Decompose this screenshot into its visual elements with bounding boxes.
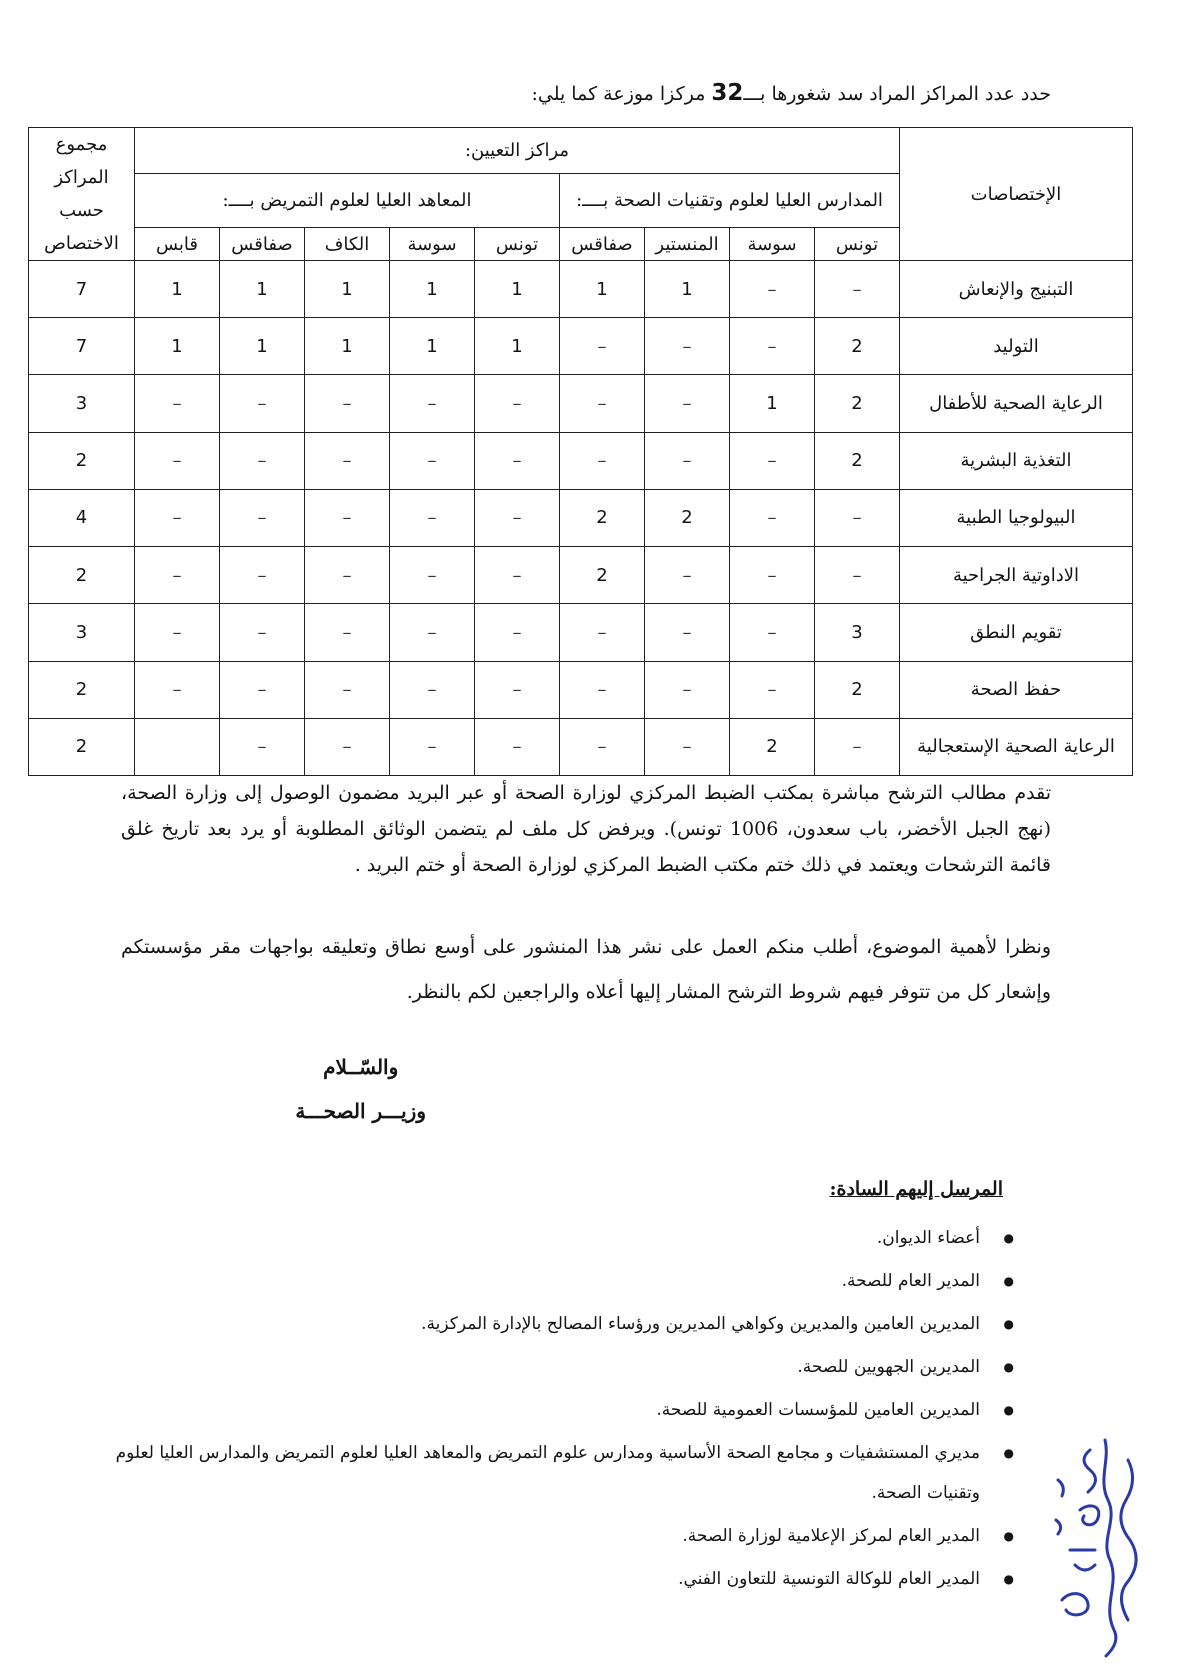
positions-cell: 1 <box>220 261 305 318</box>
positions-cell: 1 <box>135 318 220 375</box>
publication-paragraph: ونظرا لأهمية الموضوع، أطلب منكم العمل على نشر هذا المنشور على أوسع نطاق وتعليقه بواجهات مقر مؤسستكم وإشعار كل من تتوفر فيهم شروط الترشح المشار إليها أعلاه والراجعين لكم بالنظر. <box>121 936 1051 1003</box>
positions-cell <box>135 718 220 775</box>
positions-cell: 2 <box>730 718 815 775</box>
positions-cell: – <box>475 604 560 661</box>
positions-cell: 2 <box>645 489 730 546</box>
positions-cell: – <box>220 661 305 718</box>
positions-cell: – <box>305 375 390 432</box>
positions-cell: 1 <box>475 318 560 375</box>
positions-cell: – <box>475 661 560 718</box>
table-row <box>29 432 1133 489</box>
positions-cell: – <box>730 261 815 318</box>
positions-cell: 2 <box>560 547 645 604</box>
positions-cell: – <box>135 432 220 489</box>
positions-cell: 1 <box>560 261 645 318</box>
total-cell: 2 <box>29 661 135 718</box>
table-row <box>29 661 1133 718</box>
positions-cell: – <box>135 375 220 432</box>
positions-cell: – <box>305 547 390 604</box>
total-cell: 3 <box>29 604 135 661</box>
specialty-name: التوليد <box>900 318 1133 375</box>
positions-cell: – <box>475 432 560 489</box>
positions-cell: – <box>560 432 645 489</box>
header-specialty: الإختصاصات <box>900 128 1133 261</box>
recipients-list <box>114 1218 1014 1602</box>
positions-cell: – <box>390 718 475 775</box>
positions-cell: 1 <box>305 318 390 375</box>
specialty-name: الرعاية الصحية للأطفال <box>900 375 1133 432</box>
total-cell: 2 <box>29 718 135 775</box>
total-cell: 2 <box>29 547 135 604</box>
specialty-name: التبنيج والإنعاش <box>900 261 1133 318</box>
table-row <box>29 489 1133 546</box>
recipient-item: ● المدير العام لمركز الإعلامية لوزارة الصحة. <box>114 1516 1014 1556</box>
positions-cell: – <box>135 489 220 546</box>
header-total-line: المراكز <box>54 167 109 188</box>
centers-count: 32 <box>711 80 744 106</box>
total-cell: 7 <box>29 318 135 375</box>
intro-before: حدد عدد المراكز المراد سد شغورها بـــ <box>743 83 1051 105</box>
positions-cell: – <box>390 489 475 546</box>
table-row <box>29 375 1133 432</box>
positions-cell: – <box>730 432 815 489</box>
positions-cell: – <box>135 661 220 718</box>
specialty-name: الاداوتية الجراحية <box>900 547 1133 604</box>
positions-cell: – <box>220 718 305 775</box>
positions-cell: 1 <box>135 261 220 318</box>
total-cell: 4 <box>29 489 135 546</box>
positions-cell: – <box>390 604 475 661</box>
header-group-schools: المدارس العليا لعلوم وتقنيات الصحة بــــ: <box>560 174 900 228</box>
intro-line <box>531 80 1051 106</box>
positions-cell: – <box>220 432 305 489</box>
table-row <box>29 718 1133 775</box>
positions-cell: 1 <box>390 318 475 375</box>
total-cell: 2 <box>29 432 135 489</box>
positions-cell: 1 <box>645 261 730 318</box>
header-centers: مراكز التعيين: <box>135 128 900 174</box>
city-header: تونس <box>815 228 900 261</box>
recipient-item: ● المديرين العامين للمؤسسات العمومية للصحة. <box>114 1390 1014 1430</box>
table-row <box>29 604 1133 661</box>
positions-cell: 2 <box>560 489 645 546</box>
positions-cell: – <box>220 604 305 661</box>
positions-cell: – <box>135 604 220 661</box>
positions-cell: 2 <box>815 661 900 718</box>
positions-cell: – <box>305 432 390 489</box>
positions-cell: – <box>390 375 475 432</box>
positions-cell: – <box>815 718 900 775</box>
positions-cell: 1 <box>730 375 815 432</box>
positions-cell: – <box>305 604 390 661</box>
positions-cell: – <box>645 661 730 718</box>
intro-after: مركزا موزعة كما يلي: <box>531 83 712 105</box>
recipient-item: ● أعضاء الديوان. <box>114 1218 1014 1258</box>
positions-cell: – <box>730 489 815 546</box>
positions-cell: – <box>220 375 305 432</box>
total-cell: 7 <box>29 261 135 318</box>
specialty-name: حفظ الصحة <box>900 661 1133 718</box>
positions-cell: 2 <box>815 375 900 432</box>
positions-cell: – <box>645 547 730 604</box>
positions-cell: – <box>560 318 645 375</box>
table-row <box>29 547 1133 604</box>
positions-cell: – <box>390 661 475 718</box>
positions-cell: – <box>305 661 390 718</box>
positions-cell: – <box>730 661 815 718</box>
positions-cell: – <box>475 718 560 775</box>
positions-cell: – <box>815 547 900 604</box>
specialty-name: التغذية البشرية <box>900 432 1133 489</box>
positions-table <box>28 127 1133 776</box>
positions-cell: – <box>815 261 900 318</box>
header-total <box>29 128 135 261</box>
city-header: المنستير <box>645 228 730 261</box>
total-cell: 3 <box>29 375 135 432</box>
positions-cell: – <box>645 604 730 661</box>
handwritten-signature <box>1010 1420 1150 1660</box>
specialty-name: البيولوجيا الطبية <box>900 489 1133 546</box>
table-body <box>29 261 1133 776</box>
city-header: الكاف <box>305 228 390 261</box>
header-total-line: حسب <box>59 200 104 221</box>
positions-cell: – <box>815 489 900 546</box>
recipient-item: ● المديرين العامين والمديرين وكواهي المديرين ورؤساء المصالح بالإدارة المركزية. <box>114 1304 1014 1344</box>
salutation: والسّــلام <box>323 1055 399 1079</box>
positions-cell: 1 <box>390 261 475 318</box>
positions-cell: – <box>560 661 645 718</box>
positions-cell: – <box>730 318 815 375</box>
specialty-name: تقويم النطق <box>900 604 1133 661</box>
positions-cell: – <box>645 375 730 432</box>
signatory-title: وزيـــر الصحـــة <box>295 1099 426 1123</box>
table-row <box>29 261 1133 318</box>
positions-cell: – <box>390 432 475 489</box>
positions-cell: – <box>305 489 390 546</box>
positions-cell: – <box>390 547 475 604</box>
recipient-item: ● المديرين الجهويين للصحة. <box>114 1347 1014 1387</box>
closing-block <box>295 1045 426 1133</box>
specialty-name: الرعاية الصحية الإستعجالية <box>900 718 1133 775</box>
positions-cell: – <box>475 375 560 432</box>
city-header: قابس <box>135 228 220 261</box>
positions-cell: – <box>220 489 305 546</box>
recipient-item: ● المدير العام للوكالة التونسية للتعاون الفني. <box>114 1559 1014 1599</box>
recipients-title: المرسل إليهم السادة: <box>829 1178 1003 1200</box>
positions-cell: – <box>475 489 560 546</box>
positions-cell: – <box>645 718 730 775</box>
positions-cell: 1 <box>475 261 560 318</box>
city-header: تونس <box>475 228 560 261</box>
city-header: سوسة <box>390 228 475 261</box>
positions-cell: – <box>730 547 815 604</box>
positions-cell: – <box>220 547 305 604</box>
positions-cell: – <box>135 547 220 604</box>
city-header: سوسة <box>730 228 815 261</box>
positions-cell: – <box>305 718 390 775</box>
recipient-item: ● المدير العام للصحة. <box>114 1261 1014 1301</box>
positions-cell: 1 <box>220 318 305 375</box>
positions-cell: – <box>560 604 645 661</box>
positions-cell: 2 <box>815 432 900 489</box>
positions-cell: 2 <box>815 318 900 375</box>
header-group-institutes: المعاهد العليا لعلوم التمريض بــــ: <box>135 174 560 228</box>
positions-cell: – <box>730 604 815 661</box>
positions-cell: – <box>475 547 560 604</box>
header-total-line: مجموع <box>55 134 108 155</box>
positions-cell: – <box>645 318 730 375</box>
city-header: صفاقس <box>220 228 305 261</box>
positions-cell: – <box>560 375 645 432</box>
positions-cell: – <box>560 718 645 775</box>
city-header: صفاقس <box>560 228 645 261</box>
positions-cell: 1 <box>305 261 390 318</box>
submission-paragraph: تقدم مطالب الترشح مباشرة بمكتب الضبط المركزي لوزارة الصحة أو عبر البريد مضمون الوصول إلى وزارة الصحة، (نهج الجبل الأخضر، باب سعدون، 1006 تونس). ويرفض كل ملف لم يتضمن الوثائق المطلوبة أو يرد بعد تاريخ غلق قائمة الترشحات ويعتمد في ذلك ختم مكتب الضبط المركزي لوزارة الصحة أو ختم البريد . <box>121 782 1052 876</box>
header-total-line: الاختصاص <box>44 233 119 254</box>
table-row <box>29 318 1133 375</box>
positions-cell: – <box>645 432 730 489</box>
recipient-item: ● مديري المستشفيات و مجامع الصحة الأساسية ومدارس علوم التمريض والمعاهد العليا لعلوم التمريض والمدارس العليا لعلوم وتقنيات الصحة. <box>114 1433 1014 1513</box>
positions-cell: 3 <box>815 604 900 661</box>
